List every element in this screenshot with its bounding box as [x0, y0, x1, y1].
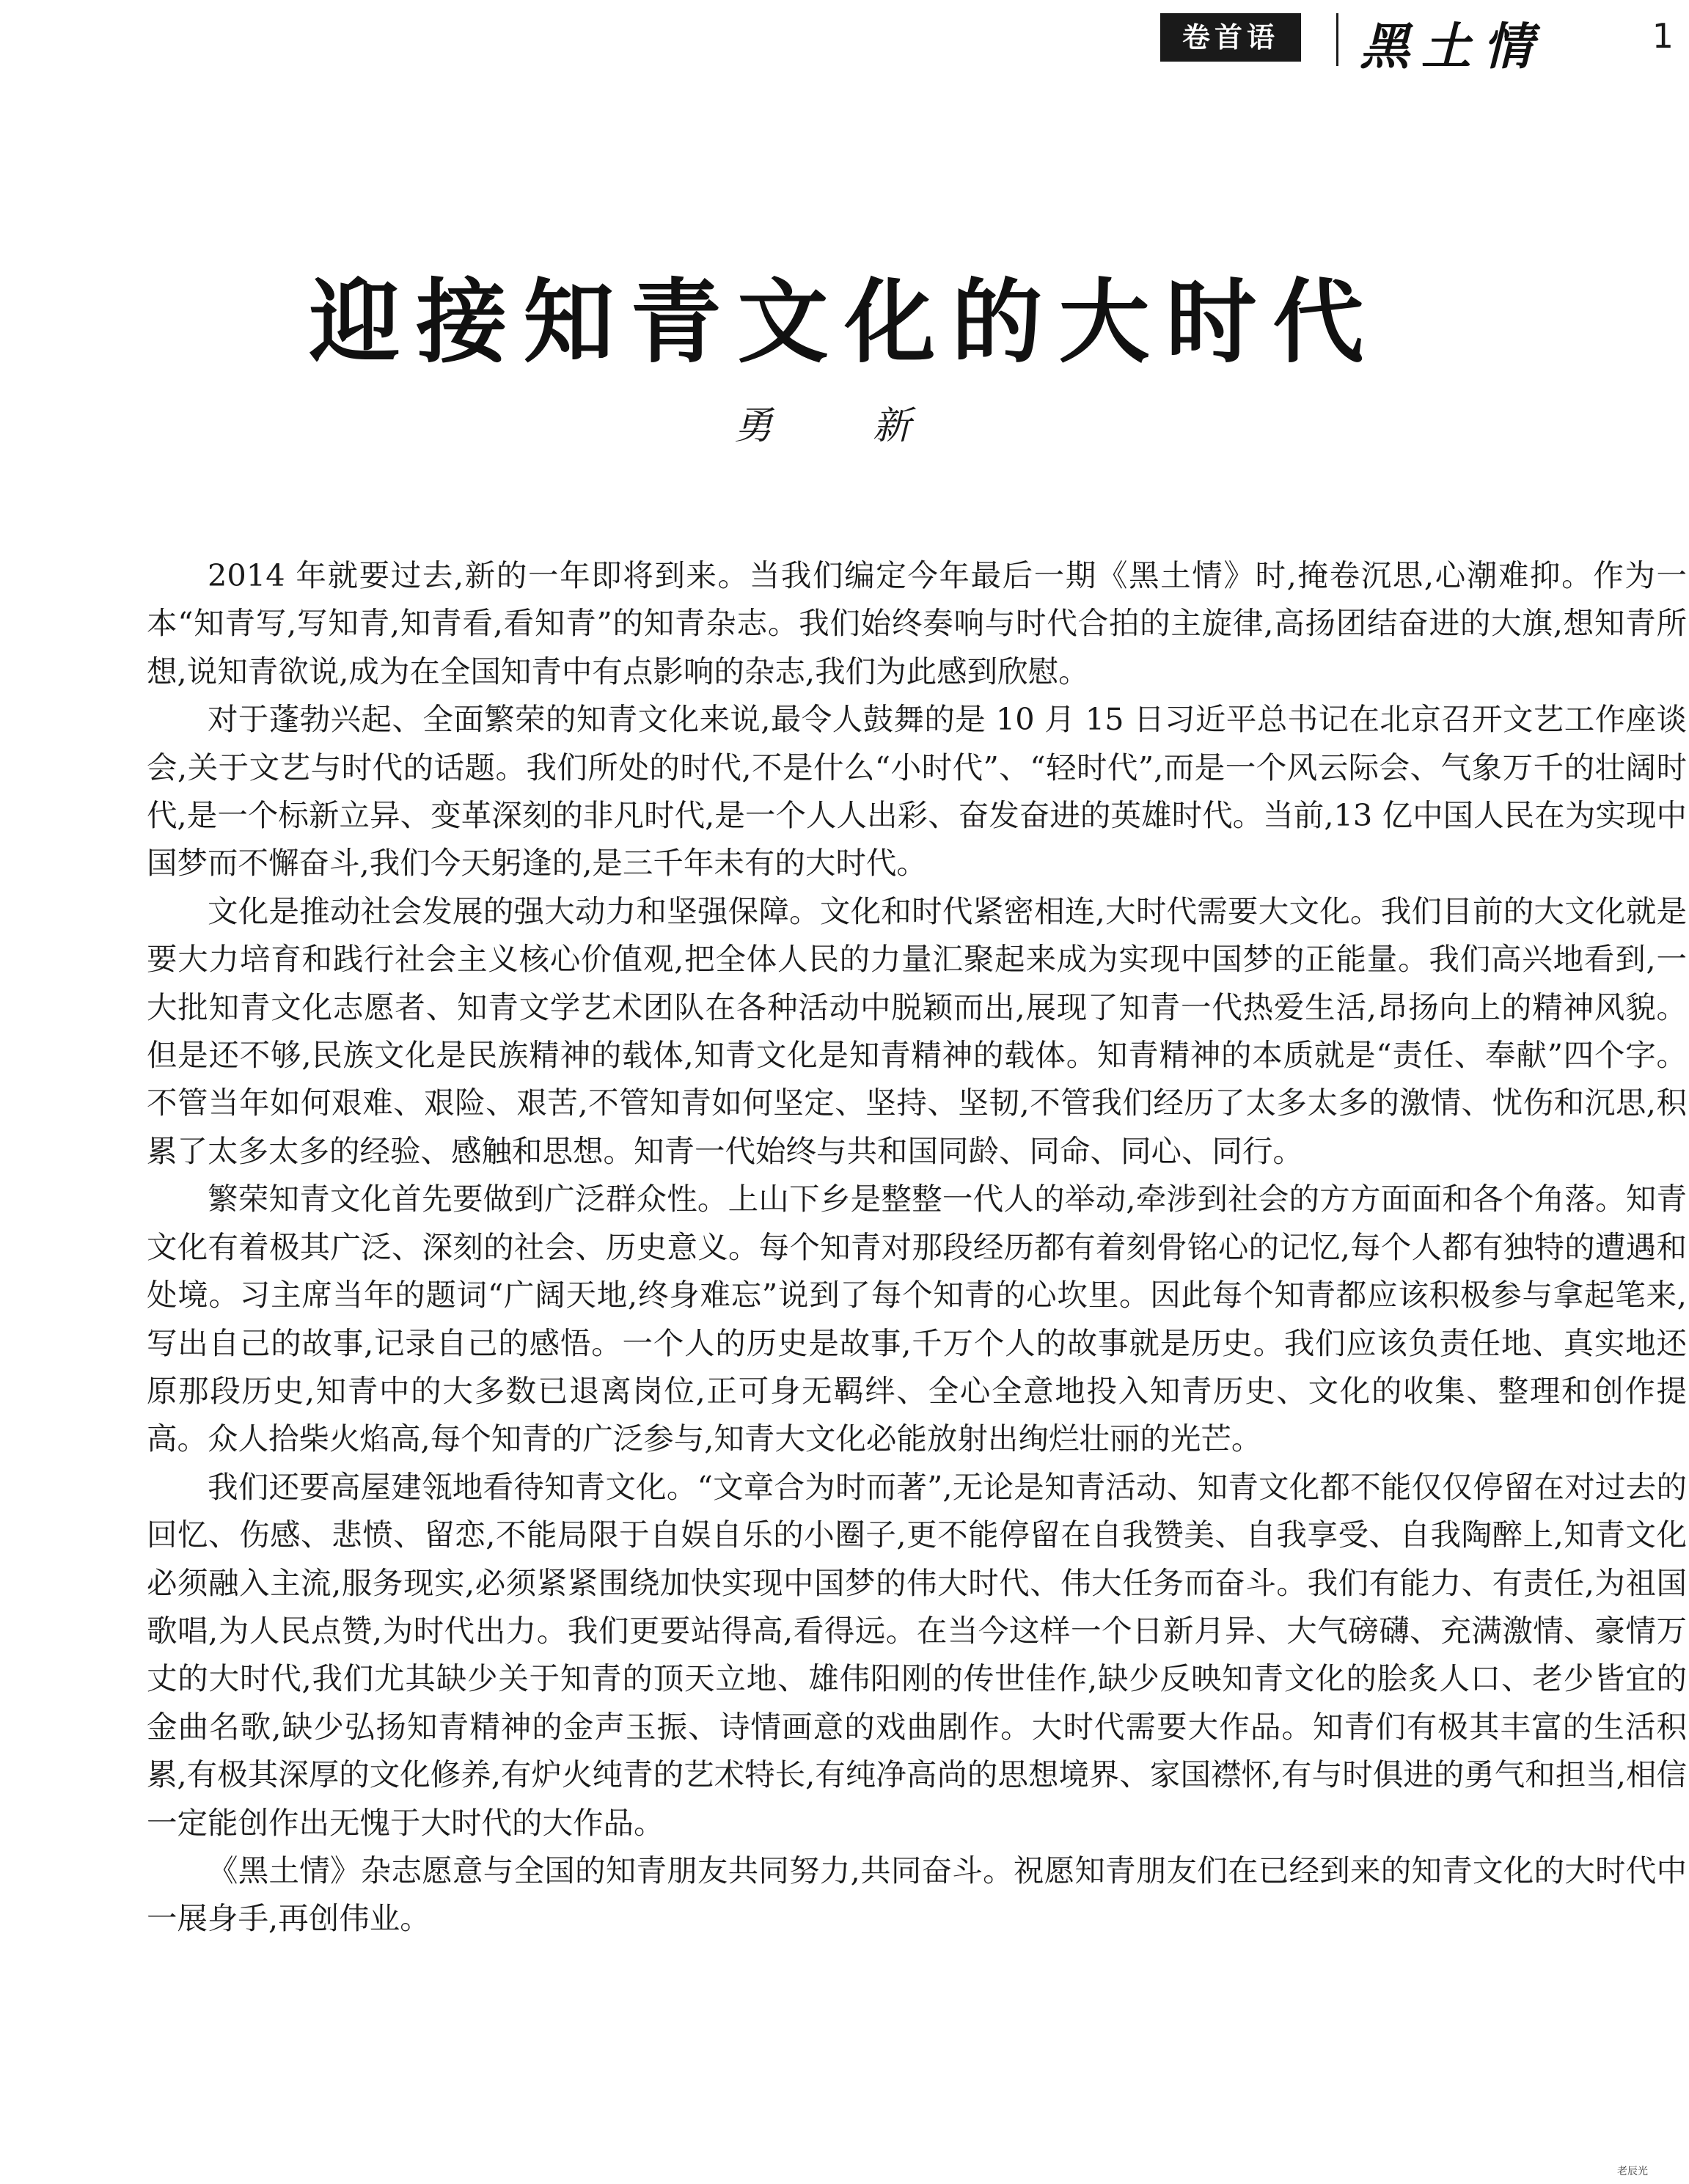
paragraph: 我们还要高屋建瓴地看待知青文化。“文章合为时而著”,无论是知青活动、知青文化都不能仅仅停留在对过去的回忆、伤感、悲愤、留恋,不能局限于自娱自乐的小圈子,更不能停留在自我赞美、自我享受、自我陶醉上,知青文化必须融入主流,服务现实,必须紧紧围绕加快实现中国梦的伟大时代、伟大任务而奋斗。我们有能力、有责任,为祖国歌唱,为人民点赞,为时代出力。我们更要站得高,看得远。在当今这样一个日新月异、大气磅礴、充满激情、豪情万丈的大时代,我们尤其缺少关于知青的顶天立地、雄伟阳刚的传世佳作,缺少反映知青文化的脍炙人口、老少皆宜的金曲名歌,缺少弘扬知青精神的金声玉振、诗情画意的戏曲剧作。大时代需要大作品。知青们有极其丰富的生活积累,有极其深厚的文化修养,有炉火纯青的艺术特长,有纯净高尚的思想境界、家国襟怀,有与时俱进的勇气和担当,相信一定能创作出无愧于大时代的大作品。 — [147, 1468, 1687, 1841]
header-divider — [1336, 13, 1338, 66]
article-title: 迎接知青文化的大时代 — [309, 270, 1380, 375]
paragraph: 2014 年就要过去,新的一年即将到来。当我们编定今年最后一期《黑土情》时,掩卷沉思,心潮难抑。作为一本“知青写,写知青,知青看,看知青”的知青杂志。我们始终奏响与时代合拍的主旋律,高扬团结奋进的大旗,想知青所想,说知青欲说,成为在全国知青中有点影响的杂志,我们为此感到欣慰。 — [147, 557, 1687, 689]
paragraph: 《黑土情》杂志愿意与全国的知青朋友共同努力,共同奋斗。祝愿知青朋友们在已经到来的知青文化的大时代中一展身手,再创伟业。 — [147, 1852, 1687, 1937]
section-tag: 卷首语 — [1160, 13, 1301, 62]
page-header — [1160, 13, 1674, 76]
paragraph: 文化是推动社会发展的强大动力和坚强保障。文化和时代紧密相连,大时代需要大文化。我们目前的大文化就是要大力培育和践行社会主义核心价值观,把全体人民的力量汇聚起来成为实现中国梦的正能量。我们高兴地看到,一大批知青文化志愿者、知青文学艺术团队在各种活动中脱颖而出,展现了知青一代热爱生活,昂扬向上的精神风貌。但是还不够,民族文化是民族精神的载体,知青文化是知青精神的载体。知青精神的本质就是“责任、奉献”四个字。不管当年如何艰难、艰险、艰苦,不管知青如何坚定、坚持、坚韧,不管我们经历了太多太多的激情、忧伤和沉思,积累了太多太多的经验、感触和思想。知青一代始终与共和国同龄、同命、同心、同行。 — [147, 893, 1687, 1169]
magazine-logo: 黑土情 — [1360, 18, 1545, 76]
corner-stamp: 老辰光 — [1617, 2166, 1648, 2177]
article-body — [147, 552, 1687, 1943]
paragraph: 繁荣知青文化首先要做到广泛群众性。上山下乡是整整一代人的举动,牵涉到社会的方方面面和各个角落。知青文化有着极其广泛、深刻的社会、历史意义。每个知青对那段经历都有着刻骨铭心的记忆,每个人都有独特的遭遇和处境。习主席当年的题词“广阔天地,终身难忘”说到了每个知青的心坎里。因此每个知青都应该积极参与拿起笔来,写出自己的故事,记录自己的感悟。一个人的历史是故事,千万个人的故事就是历史。我们应该负责任地、真实地还原那段历史,知青中的大多数已退离岗位,正可身无羁绊、全心全意地投入知青历史、文化的收集、整理和创作提高。众人拾柴火焰高,每个知青的广泛参与,知青大文化必能放射出绚烂壮丽的光芒。 — [147, 1181, 1687, 1457]
paragraph: 对于蓬勃兴起、全面繁荣的知青文化来说,最令人鼓舞的是 10 月 15 日习近平总书记在北京召开文艺工作座谈会,关于文艺与时代的话题。我们所处的时代,不是什么“小时代”、“轻时代”,而是一个风云际会、气象万千的壮阔时代,是一个标新立异、变革深刻的非凡时代,是一个人人出彩、奋发奋进的英雄时代。当前,13 亿中国人民在为实现中国梦而不懈奋斗,我们今天躬逢的,是三千年未有的大时代。 — [147, 701, 1687, 882]
article-author: 勇 新 — [734, 404, 955, 448]
page-number: 1 — [1652, 16, 1674, 56]
